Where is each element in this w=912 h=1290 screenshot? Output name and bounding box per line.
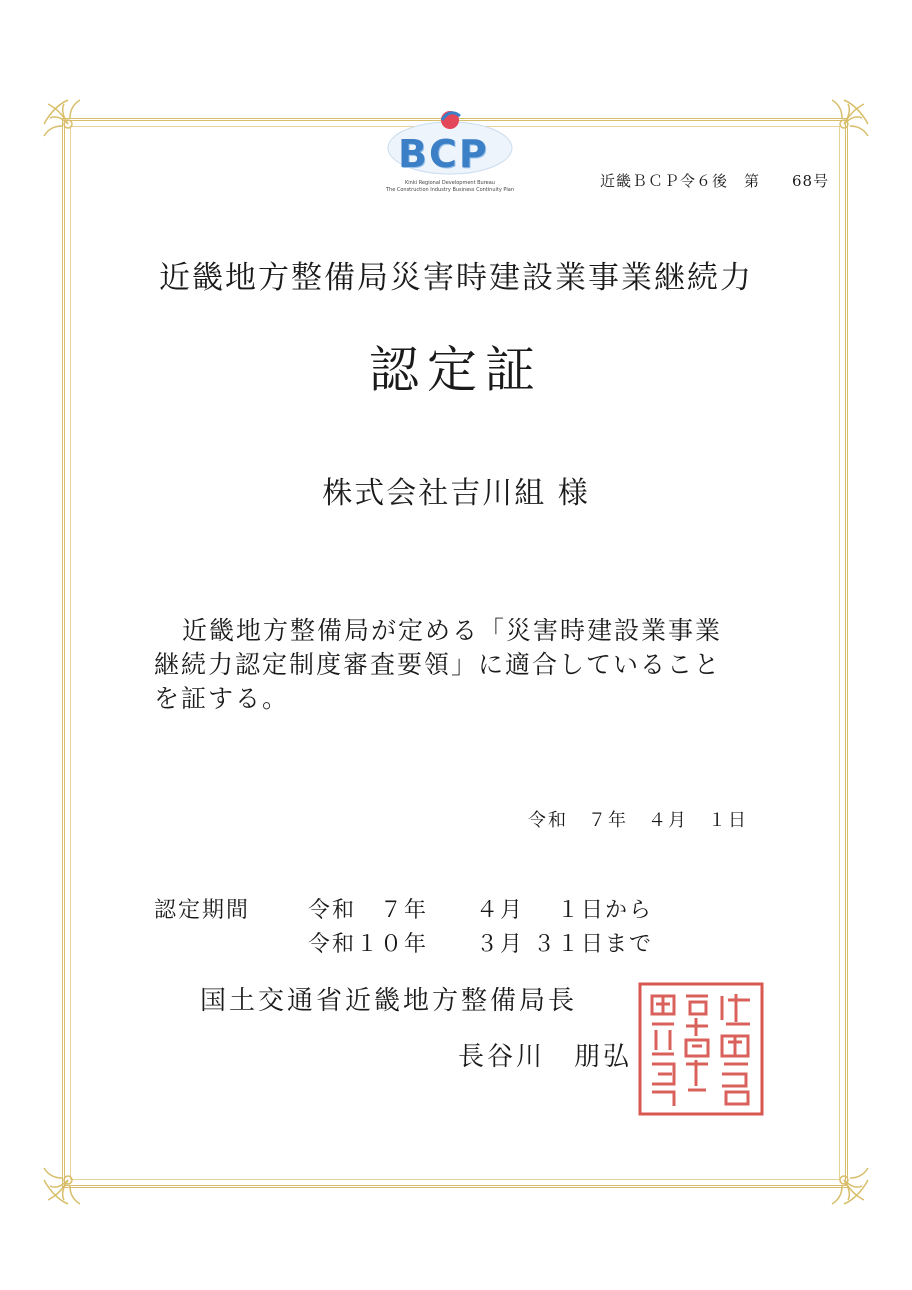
certificate-title: 近畿地方整備局災害時建設業事業継続力: [159, 260, 753, 296]
issue-date: 令和 ７年 ４月 １日: [528, 810, 748, 831]
period-to: 令和１０年 ３月 ３１日まで: [308, 932, 653, 957]
certificate-heading: 認定証: [369, 341, 543, 399]
issuer-title: 国土交通省近畿地方整備局長: [200, 986, 578, 1016]
body-line-3: を証する。: [154, 684, 290, 713]
signer-name: 長谷川 朋弘: [458, 1042, 633, 1072]
body-line-2: 継続力認定制度審査要領」に適合していること: [154, 650, 722, 679]
period-from: 令和 ７年 ４月 １日から: [308, 898, 653, 923]
official-seal: [636, 980, 766, 1118]
seal-stamp-icon: [636, 980, 766, 1118]
corner-ornament-bottom-right: [816, 1152, 872, 1208]
body-line-1: 近畿地方整備局が定める「災害時建設業事業: [182, 616, 723, 645]
period-label: 認定期間: [154, 898, 251, 923]
bcp-logo-text: BCP: [398, 132, 489, 176]
certificate-number: 近畿ＢＣＰ令６後 第 68号: [600, 172, 830, 190]
recipient-name: 株式会社吉川組 様: [322, 476, 590, 511]
bcp-logo-subtitle-1: Kinki Regional Development Bureau: [405, 180, 495, 186]
corner-ornament-bottom-left: [40, 1152, 96, 1208]
certificate-body: [154, 614, 764, 716]
corner-ornament-top-left: [40, 96, 96, 152]
bcp-logo: [380, 102, 520, 198]
bcp-logo-subtitle-2: The Construction Industry Business Continuity Plan: [385, 187, 515, 193]
corner-ornament-top-right: [816, 96, 872, 152]
